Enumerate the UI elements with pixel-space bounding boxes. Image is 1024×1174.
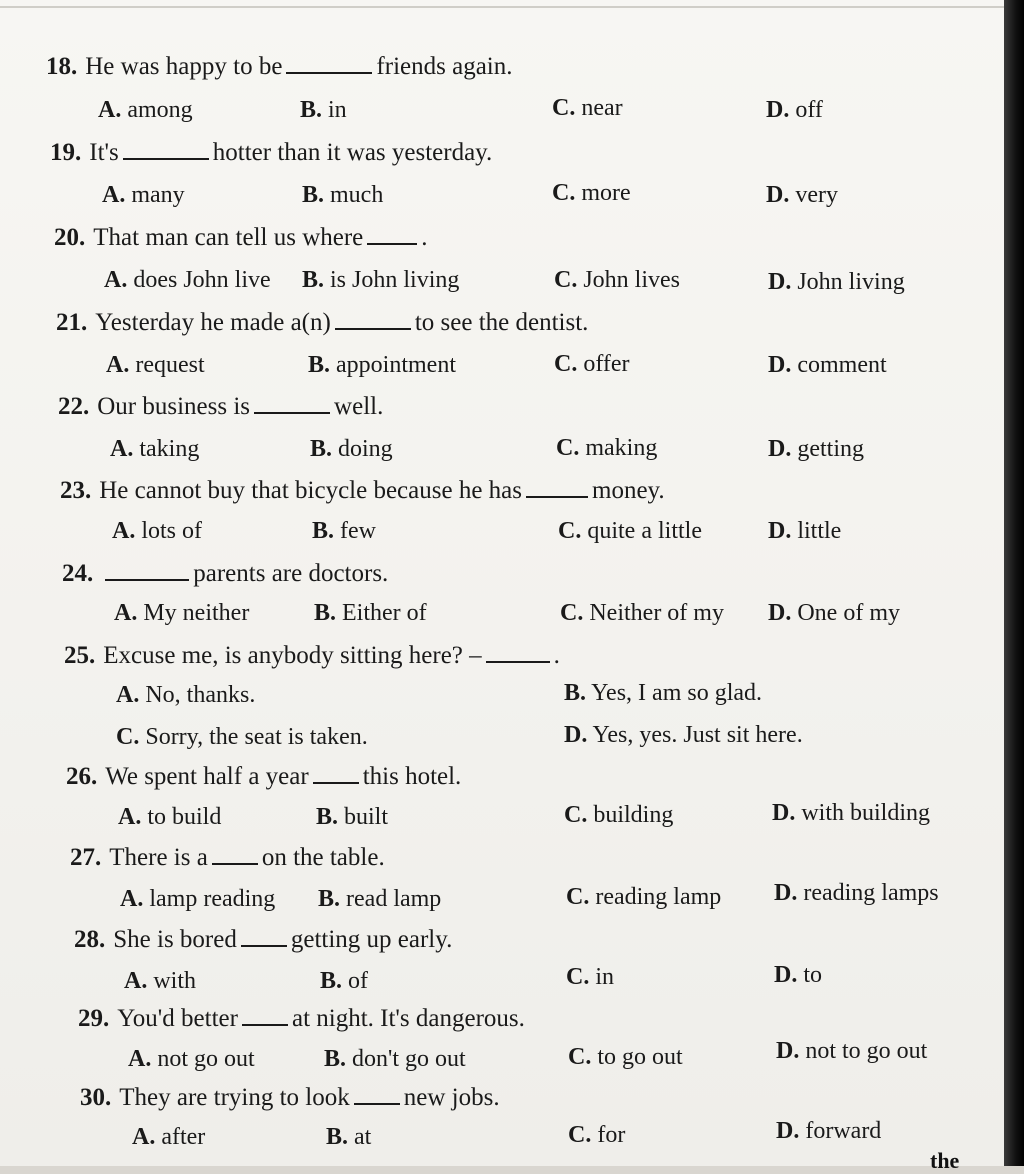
- answer-blank: [212, 845, 258, 865]
- question-text: We spent half a year: [105, 763, 309, 790]
- option-letter: C.: [116, 724, 140, 750]
- option-text: built: [344, 804, 389, 830]
- answer-blank: [313, 764, 359, 784]
- question-number: 22.: [58, 393, 90, 420]
- question-text: parents are doctors.: [193, 560, 389, 587]
- option-c: [568, 1120, 625, 1150]
- question-text: He cannot buy that bicycle because he has: [99, 477, 522, 504]
- question-number: 18.: [46, 53, 78, 80]
- option-text: with: [153, 968, 197, 994]
- option-text: to build: [147, 804, 222, 830]
- option-c: [560, 598, 724, 628]
- question-text: hotter than it was yesterday.: [212, 139, 493, 166]
- cropped-corner-text: the: [930, 1148, 960, 1173]
- question-text: That man can tell us where: [93, 224, 364, 251]
- option-d: [776, 1116, 881, 1146]
- question-18: [46, 52, 512, 82]
- option-text: to go out: [597, 1044, 683, 1070]
- option-c: [554, 349, 630, 379]
- option-letter: D.: [766, 182, 790, 208]
- question-text-after: friends again.: [376, 53, 513, 80]
- option-b: [312, 516, 376, 546]
- option-text: at: [354, 1124, 372, 1150]
- option-letter: C.: [554, 267, 578, 293]
- option-text: Yes, I am so glad.: [591, 680, 763, 706]
- option-letter: C.: [564, 802, 588, 828]
- answer-blank: [286, 54, 372, 74]
- option-c: [564, 800, 673, 830]
- page-right-edge: [1004, 0, 1024, 1166]
- option-letter: A.: [114, 600, 138, 626]
- question-25: [64, 641, 560, 671]
- question-21: [56, 308, 588, 338]
- option-b: [318, 884, 441, 914]
- option-c: [566, 882, 721, 912]
- answer-blank: [335, 310, 411, 330]
- question-29: [78, 1004, 525, 1034]
- option-letter: D.: [766, 97, 790, 123]
- option-letter: C.: [558, 518, 582, 544]
- option-text: don't go out: [352, 1046, 466, 1072]
- question-text: You'd better: [117, 1005, 238, 1032]
- option-text: building: [593, 802, 674, 828]
- question-text: at night. It's dangerous.: [291, 1005, 525, 1032]
- option-letter: D.: [776, 1118, 800, 1144]
- option-letter: B.: [320, 968, 343, 994]
- option-c: [554, 265, 680, 295]
- question-number: 20.: [54, 224, 86, 251]
- answer-blank: [242, 1006, 288, 1026]
- option-c: [556, 433, 657, 463]
- option-a: [104, 265, 271, 295]
- option-letter: B.: [316, 804, 339, 830]
- option-letter: B.: [564, 680, 587, 706]
- option-letter: A.: [120, 886, 144, 912]
- question-number: 28.: [74, 926, 106, 953]
- question-text: She is bored: [113, 926, 237, 953]
- option-text: Neither of my: [589, 600, 724, 626]
- option-b: [308, 350, 456, 380]
- option-d: [768, 516, 841, 546]
- option-d: [768, 434, 864, 464]
- option-text: lots of: [141, 518, 203, 544]
- option-letter: C.: [552, 95, 576, 121]
- option-b: [302, 180, 383, 210]
- option-text: taking: [139, 436, 200, 462]
- option-a: [120, 884, 275, 914]
- option-d: [772, 798, 930, 828]
- option-text: appointment: [336, 352, 456, 378]
- option-text: near: [581, 95, 623, 121]
- option-d: [768, 598, 900, 628]
- question-number: 19.: [50, 139, 82, 166]
- option-d: [768, 350, 887, 380]
- option-a: [116, 680, 255, 710]
- question-text: new jobs.: [403, 1084, 500, 1111]
- option-letter: C.: [566, 884, 590, 910]
- option-c: [568, 1042, 683, 1072]
- option-text: One of my: [797, 600, 900, 626]
- option-letter: A.: [98, 97, 122, 123]
- answer-blank: [105, 561, 189, 581]
- option-text: offer: [583, 351, 630, 377]
- option-text: after: [161, 1124, 206, 1150]
- question-number: 21.: [56, 309, 88, 336]
- option-text: lamp reading: [149, 886, 276, 912]
- option-b: [324, 1044, 466, 1074]
- option-b: [310, 434, 393, 464]
- option-a: [102, 180, 185, 210]
- question-24: [62, 559, 388, 589]
- option-text: making: [585, 435, 658, 461]
- option-d: [774, 960, 822, 990]
- question-text: .: [553, 642, 560, 669]
- option-letter: B.: [308, 352, 331, 378]
- question-number: 30.: [80, 1084, 112, 1111]
- option-letter: C.: [556, 435, 580, 461]
- question-23: [60, 476, 665, 506]
- question-text: Excuse me, is anybody sitting here? –: [103, 642, 482, 669]
- option-letter: C.: [568, 1044, 592, 1070]
- question-20: [54, 223, 428, 253]
- option-text: My neither: [143, 600, 250, 626]
- page-top-border: [0, 6, 1004, 8]
- option-letter: B.: [310, 436, 333, 462]
- option-letter: B.: [312, 518, 335, 544]
- option-b: [320, 966, 368, 996]
- option-text: comment: [797, 352, 887, 378]
- option-a: [128, 1044, 255, 1074]
- option-letter: A.: [132, 1124, 156, 1150]
- option-c: [552, 178, 631, 208]
- option-letter: B.: [300, 97, 323, 123]
- option-letter: B.: [314, 600, 337, 626]
- option-d: [774, 878, 939, 908]
- option-letter: D.: [564, 722, 588, 748]
- question-text: on the table.: [261, 844, 385, 871]
- option-d: [766, 95, 823, 125]
- option-b: [316, 802, 388, 832]
- question-text: It's: [89, 139, 119, 166]
- option-c: [558, 516, 702, 546]
- option-text: reading lamps: [803, 880, 939, 906]
- option-text: doing: [338, 436, 393, 462]
- option-text: John living: [797, 269, 905, 295]
- question-26: [66, 762, 461, 792]
- option-c: [116, 722, 368, 752]
- option-letter: B.: [324, 1046, 347, 1072]
- answer-blank: [526, 478, 588, 498]
- option-letter: A.: [118, 804, 142, 830]
- option-text: No, thanks.: [145, 682, 256, 708]
- question-number: 27.: [70, 844, 102, 871]
- question-text: Our business is: [97, 393, 251, 420]
- option-text: getting: [797, 436, 864, 462]
- option-text: Sorry, the seat is taken.: [145, 724, 368, 750]
- option-text: read lamp: [346, 886, 442, 912]
- option-letter: C.: [568, 1122, 592, 1148]
- option-text: is John living: [330, 267, 460, 293]
- option-a: [106, 350, 205, 380]
- option-letter: B.: [302, 267, 325, 293]
- question-text: .: [421, 224, 428, 251]
- option-c: [566, 962, 614, 992]
- option-letter: D.: [772, 800, 796, 826]
- question-number: 25.: [64, 642, 96, 669]
- option-letter: A.: [102, 182, 126, 208]
- option-text: with building: [801, 800, 931, 826]
- option-letter: D.: [768, 352, 792, 378]
- question-number: 23.: [60, 477, 92, 504]
- option-d: [766, 180, 838, 210]
- option-letter: C.: [566, 964, 590, 990]
- option-letter: C.: [552, 180, 576, 206]
- option-letter: D.: [774, 962, 798, 988]
- option-b: [300, 95, 347, 125]
- option-d: [768, 267, 905, 297]
- question-number: 24.: [62, 560, 94, 587]
- option-letter: D.: [768, 269, 792, 295]
- option-letter: A.: [110, 436, 134, 462]
- option-letter: D.: [768, 518, 792, 544]
- option-text: in: [328, 97, 347, 123]
- question-19: [50, 138, 492, 168]
- option-letter: A.: [124, 968, 148, 994]
- option-a: [132, 1122, 205, 1152]
- option-letter: C.: [560, 600, 584, 626]
- option-text: not to go out: [805, 1038, 928, 1064]
- option-c: [552, 93, 623, 123]
- option-letter: A.: [128, 1046, 152, 1072]
- answer-blank: [123, 140, 209, 160]
- question-22: [58, 392, 383, 422]
- question-27: [70, 843, 385, 873]
- question-text: money.: [592, 477, 665, 504]
- option-text: Yes, yes. Just sit here.: [592, 722, 803, 748]
- option-letter: A.: [112, 518, 136, 544]
- option-d: [776, 1036, 927, 1066]
- option-a: [114, 598, 249, 628]
- option-text: John lives: [583, 267, 681, 293]
- question-text: There is a: [109, 844, 208, 871]
- question-30: [80, 1083, 500, 1113]
- answer-blank: [354, 1085, 400, 1105]
- option-letter: A.: [116, 682, 140, 708]
- answer-blank: [241, 927, 287, 947]
- option-text: much: [330, 182, 384, 208]
- answer-blank: [254, 394, 330, 414]
- question-text: this hotel.: [362, 763, 462, 790]
- question-number: 26.: [66, 763, 98, 790]
- option-text: not go out: [157, 1046, 255, 1072]
- question-text: They are trying to look: [119, 1084, 350, 1111]
- option-a: [124, 966, 196, 996]
- option-a: [98, 95, 193, 125]
- option-a: [118, 802, 221, 832]
- option-text: among: [127, 97, 193, 123]
- option-text: many: [131, 182, 185, 208]
- option-text: more: [581, 180, 631, 206]
- option-text: few: [340, 518, 376, 544]
- option-b: [314, 598, 427, 628]
- option-b: [326, 1122, 371, 1152]
- question-text-before: He was happy to be: [85, 53, 283, 80]
- option-letter: D.: [768, 436, 792, 462]
- question-number: 29.: [78, 1005, 110, 1032]
- option-text: forward: [805, 1118, 882, 1144]
- option-letter: A.: [104, 267, 128, 293]
- option-text: in: [595, 964, 615, 990]
- option-text: very: [795, 182, 838, 208]
- answer-blank: [486, 643, 550, 663]
- option-text: for: [597, 1122, 626, 1148]
- option-text: off: [795, 97, 823, 123]
- option-b: [302, 265, 459, 295]
- option-text: of: [348, 968, 369, 994]
- question-text: to see the dentist.: [414, 309, 589, 336]
- option-text: Either of: [342, 600, 427, 626]
- question-text: Yesterday he made a(n): [95, 309, 331, 336]
- question-text: getting up early.: [290, 926, 453, 953]
- option-text: reading lamp: [595, 884, 722, 910]
- option-letter: D.: [774, 880, 798, 906]
- option-text: little: [797, 518, 842, 544]
- option-letter: B.: [318, 886, 341, 912]
- option-d: [564, 720, 803, 750]
- option-a: [112, 516, 202, 546]
- option-text: does John live: [133, 267, 271, 293]
- option-letter: D.: [776, 1038, 800, 1064]
- answer-blank: [367, 225, 417, 245]
- option-letter: C.: [554, 351, 578, 377]
- question-28: [74, 925, 452, 955]
- option-text: quite a little: [587, 518, 702, 544]
- option-text: to: [803, 962, 823, 988]
- option-letter: D.: [768, 600, 792, 626]
- question-text: well.: [334, 393, 384, 420]
- option-text: request: [135, 352, 205, 378]
- option-b: [564, 678, 762, 708]
- option-letter: A.: [106, 352, 130, 378]
- option-letter: B.: [326, 1124, 349, 1150]
- option-a: [110, 434, 199, 464]
- option-letter: B.: [302, 182, 325, 208]
